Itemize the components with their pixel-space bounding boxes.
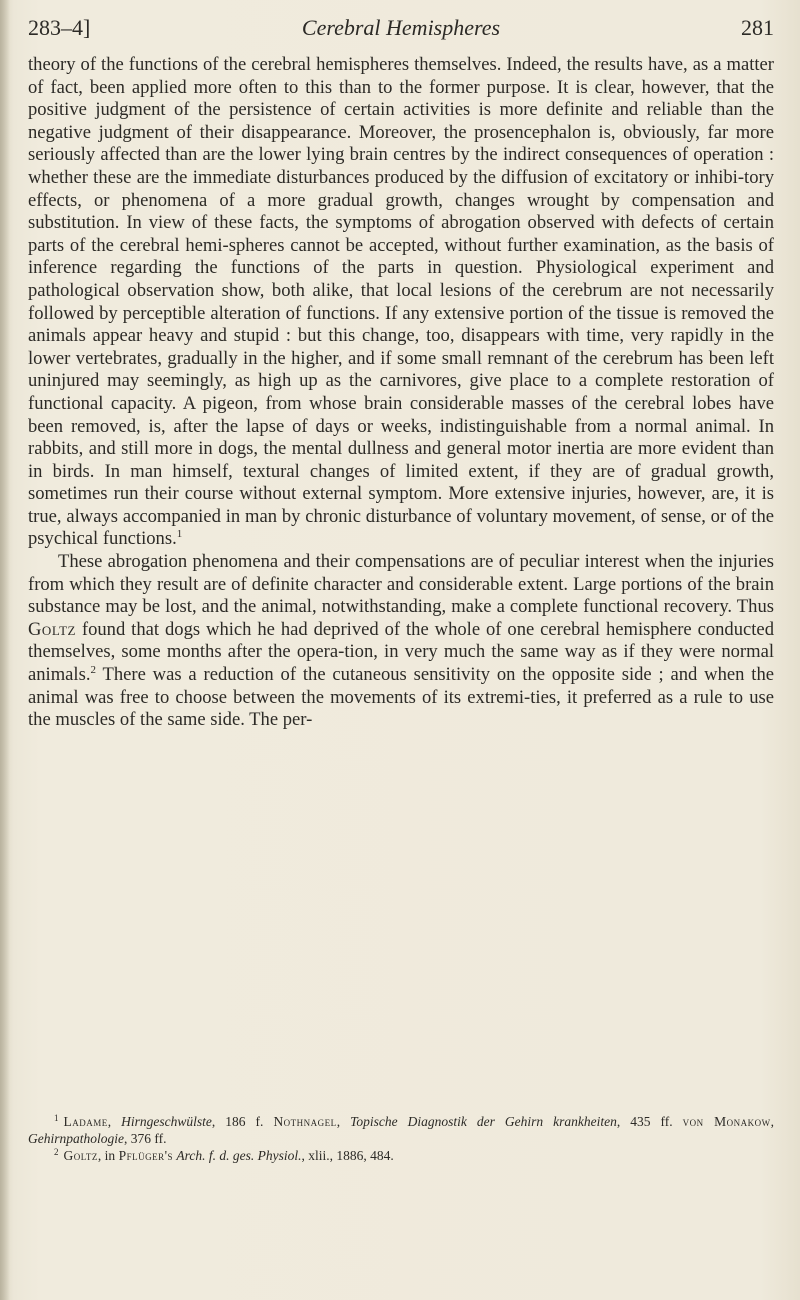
footnote-2-ref: , xlii., 1886, 484. — [301, 1148, 394, 1163]
paragraph-2-text-middle: found that dogs which he had deprived of the whole of one cerebral hemisphere conducted themselves, some months after the opera-tion, in very much the same way as if they were normal animals. — [28, 618, 774, 686]
footnote-2-author-2: Pflüger's — [118, 1148, 174, 1163]
binding-shadow — [0, 0, 10, 1300]
footnotes — [28, 1113, 774, 1164]
paragraph-1-text: theory of the functions of the cerebral hemispheres themselves. Indeed, the results have, as a matter of fact, been applied more often to this than to the former purpose. It is clear, however, that the positive judgment of the persistence of certain activities is more definite and reliable than the negative judgment of their disappearance. Moreover, the prosencephalon is, obviously, far more seriously affected than are the lower lying brain centres by the indirect consequences of operation : whether these are the immediate disturbances produced by the diffusion of excitatory or inhibi-tory effects, or phenomena of a more gradual growth, changes wrought by compensation and substitution. In view of these facts, the symptoms of abrogation observed with defects of certain parts of the cerebral hemi-spheres cannot be accepted, without further examination, as the basis of inference regarding the functions of the parts in question. Physiological experiment and pathological observation show, both alike, that local lesions of the cerebrum are not necessarily followed by perceptible alteration of functions. If any extensive portion of the tissue is removed the animals appear heavy and stupid : but this change, too, disappears with time, very rapidly in the lower vertebrates, gradually in the higher, and if some small remnant of the cerebrum has been left uninjured may seemingly, as high up as the carnivores, give place to a complete restoration of functional capacity. A pigeon, from whose brain considerable masses of the cerebral lobes have been removed, is, after the lapse of days or weeks, indistinguishable from a normal animal. In rabbits, and still more in dogs, the mental dullness and general motor inertia are more evident than in birds. In man himself, textural changes of limited extent, if they are of gradual growth, sometimes run their course without external symptom. More extensive injuries, however, are, it is true, always accompanied in man by chronic disturbance of voluntary movement, of sense, or of the psychical functions. — [28, 54, 774, 550]
footnote-1-ref-2: , 435 ff. — [616, 1114, 683, 1129]
section-range: 283–4] — [28, 15, 91, 40]
footnote-2-number: 2 — [54, 1146, 59, 1157]
body-text — [28, 54, 774, 732]
footnote-1-title-3: Gehirnpathologie — [28, 1131, 124, 1146]
footnote-2-connector: , in — [97, 1148, 119, 1163]
footnote-1: $^1$ Ladame, Hirngeschwülste, 186 f. Nothnagel, Topische Diagnostik der Gehirn krankheiten, 435 ff. von Monakow, Gehirnpathologie, 376 ff. — [28, 1112, 775, 1146]
running-header — [28, 10, 774, 46]
paragraph-2-text-end: There was a reduction of the cutaneous sensitivity on the opposite side ; and when the animal was free to choose between the movements of its extremi-ties, it preferred as a rule to use the muscles of the same side. The per- — [28, 664, 774, 731]
footnote-2-journal: Arch. f. d. ges. Physiol. — [176, 1148, 302, 1163]
paragraph-2-text-start: These abrogation phenomena and their compensations are of peculiar interest when the injuries from which they result are of definite character and considerable extent. Large portions of the brain substance may be lost, and the animal, notwithstanding, make a complete functional recovery. Thus — [28, 551, 774, 618]
footnote-1-title-2: Topische Diagnostik der Gehirn krankheiten — [350, 1114, 617, 1129]
footnote-1-ref-3: , 376 ff. — [124, 1131, 167, 1146]
footnote-1-author-1: Ladame — [63, 1114, 108, 1129]
footnote-1-ref-1: , 186 f. — [211, 1114, 274, 1129]
footnote-ref-2: 2 — [90, 663, 96, 676]
page-number: 281 — [741, 15, 774, 40]
author-name-goltz: Goltz — [28, 618, 76, 640]
footnote-2-author-1: Goltz — [63, 1148, 98, 1163]
footnote-2 — [28, 1147, 774, 1164]
footnote-1-author-3: von Monakow — [682, 1114, 771, 1129]
paragraph-2 — [28, 551, 774, 732]
footnote-1-author-2: Nothnagel — [273, 1114, 337, 1129]
footnote-1-number: 1 — [54, 1112, 59, 1123]
running-title: Cerebral Hemispheres — [301, 15, 501, 40]
paragraph-1 — [28, 54, 774, 551]
footnote-ref-1: 1 — [176, 528, 183, 541]
footnote-1-title-1: Hirngeschwülste — [121, 1114, 212, 1129]
